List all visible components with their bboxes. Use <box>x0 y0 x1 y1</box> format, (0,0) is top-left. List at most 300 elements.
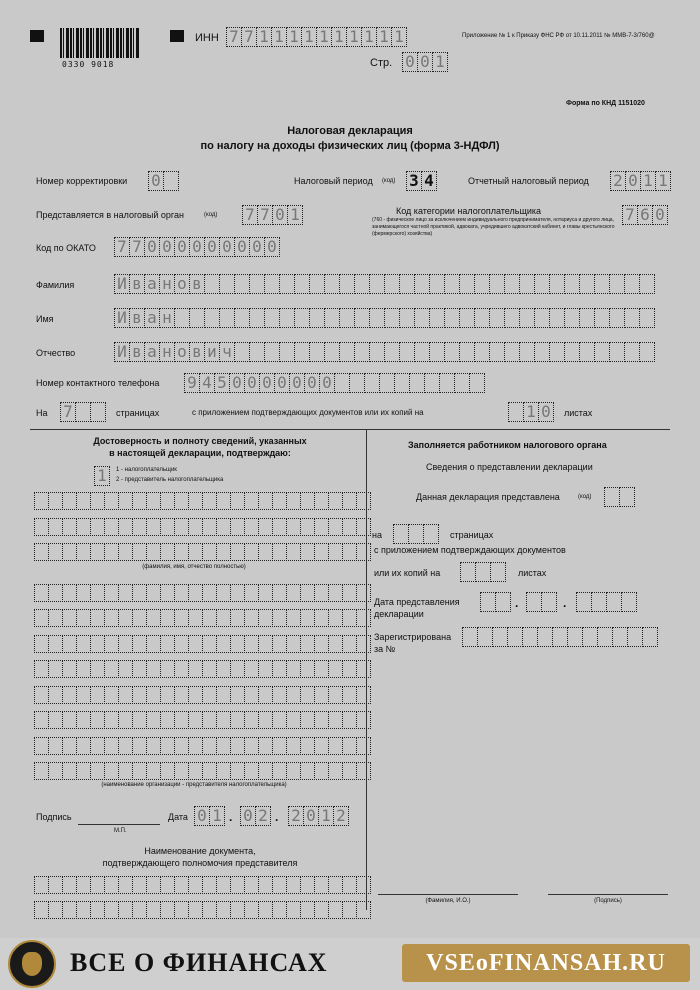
form-cell[interactable] <box>174 543 189 561</box>
form-cell[interactable]: 0 <box>174 237 190 257</box>
form-cell[interactable] <box>624 342 640 362</box>
form-cell[interactable] <box>286 660 301 678</box>
form-cell[interactable] <box>328 876 343 894</box>
form-cell[interactable] <box>244 584 259 602</box>
form-cell[interactable] <box>234 308 250 328</box>
form-cell[interactable]: 0 <box>189 237 205 257</box>
form-cell[interactable]: 1 <box>346 27 362 47</box>
fio-row-3[interactable] <box>34 543 370 561</box>
form-cell[interactable] <box>534 342 550 362</box>
form-cell[interactable] <box>76 635 91 653</box>
form-cell[interactable] <box>34 492 49 510</box>
form-cell[interactable] <box>408 524 424 544</box>
form-cell[interactable] <box>90 686 105 704</box>
form-cell[interactable] <box>339 308 355 328</box>
form-cell[interactable] <box>76 876 91 894</box>
form-cell[interactable]: И <box>114 342 130 362</box>
right-sheets-cells[interactable] <box>460 562 505 582</box>
form-cell[interactable] <box>294 342 310 362</box>
form-cell[interactable] <box>34 584 49 602</box>
form-cell[interactable] <box>90 584 105 602</box>
form-cell[interactable] <box>62 762 77 780</box>
form-cell[interactable] <box>454 373 470 393</box>
form-cell[interactable] <box>118 543 133 561</box>
form-cell[interactable] <box>219 274 235 294</box>
form-cell[interactable] <box>104 518 119 536</box>
form-cell[interactable] <box>104 635 119 653</box>
form-cell[interactable] <box>160 711 175 729</box>
form-cell[interactable] <box>118 876 133 894</box>
form-cell[interactable] <box>300 876 315 894</box>
form-cell[interactable] <box>489 308 505 328</box>
form-cell[interactable] <box>504 274 520 294</box>
form-cell[interactable]: 0 <box>244 373 260 393</box>
form-cell[interactable]: 7 <box>242 205 258 225</box>
form-cell[interactable] <box>328 762 343 780</box>
form-cell[interactable] <box>174 492 189 510</box>
form-cell[interactable] <box>309 274 325 294</box>
form-cell[interactable] <box>642 627 658 647</box>
form-cell[interactable]: в <box>129 342 145 362</box>
form-cell[interactable] <box>342 876 357 894</box>
form-cell[interactable] <box>174 762 189 780</box>
form-cell[interactable]: 0 <box>538 402 554 422</box>
form-cell[interactable]: 1 <box>301 27 317 47</box>
form-cell[interactable] <box>62 901 77 919</box>
form-cell[interactable] <box>118 609 133 627</box>
form-cell[interactable] <box>272 543 287 561</box>
form-cell[interactable] <box>356 518 371 536</box>
form-cell[interactable] <box>230 518 245 536</box>
form-cell[interactable] <box>444 274 460 294</box>
form-cell[interactable]: 0 <box>234 237 250 257</box>
form-cell[interactable] <box>146 762 161 780</box>
form-cell[interactable] <box>414 342 430 362</box>
form-cell[interactable] <box>62 543 77 561</box>
form-cell[interactable] <box>62 584 77 602</box>
form-cell[interactable] <box>146 901 161 919</box>
form-cell[interactable] <box>230 492 245 510</box>
form-cell[interactable] <box>118 737 133 755</box>
form-cell[interactable] <box>342 492 357 510</box>
form-cell[interactable]: 0 <box>652 205 668 225</box>
right-date-day-cells[interactable] <box>480 592 510 612</box>
form-cell[interactable] <box>132 492 147 510</box>
form-cell[interactable]: а <box>144 274 160 294</box>
form-cell[interactable] <box>202 876 217 894</box>
form-cell[interactable] <box>244 762 259 780</box>
org-row-4[interactable] <box>34 660 370 678</box>
form-cell[interactable] <box>48 686 63 704</box>
form-cell[interactable]: 6 <box>637 205 653 225</box>
site-url[interactable]: VSEoFINANSAH.RU <box>402 944 690 982</box>
form-cell[interactable] <box>328 660 343 678</box>
form-cell[interactable] <box>309 342 325 362</box>
form-cell[interactable] <box>272 762 287 780</box>
form-cell[interactable] <box>90 876 105 894</box>
form-cell[interactable] <box>272 876 287 894</box>
form-cell[interactable] <box>62 737 77 755</box>
form-cell[interactable] <box>62 876 77 894</box>
form-cell[interactable]: 2 <box>288 806 304 826</box>
form-cell[interactable] <box>160 584 175 602</box>
form-cell[interactable] <box>118 711 133 729</box>
form-cell[interactable] <box>76 686 91 704</box>
form-cell[interactable] <box>324 342 340 362</box>
form-cell[interactable] <box>244 518 259 536</box>
org-row-2[interactable] <box>34 609 370 627</box>
form-cell[interactable]: 1 <box>331 27 347 47</box>
form-cell[interactable] <box>188 660 203 678</box>
form-cell[interactable]: 7 <box>241 27 257 47</box>
form-cell[interactable] <box>48 584 63 602</box>
form-cell[interactable] <box>146 737 161 755</box>
doc-row-2[interactable] <box>34 901 370 919</box>
form-cell[interactable] <box>300 737 315 755</box>
form-cell[interactable] <box>258 609 273 627</box>
form-cell[interactable] <box>459 308 475 328</box>
form-cell[interactable] <box>216 543 231 561</box>
form-cell[interactable] <box>132 518 147 536</box>
form-cell[interactable] <box>384 274 400 294</box>
org-row-8[interactable] <box>34 762 370 780</box>
form-cell[interactable] <box>216 762 231 780</box>
form-cell[interactable] <box>342 584 357 602</box>
form-cell[interactable] <box>90 492 105 510</box>
form-cell[interactable] <box>286 737 301 755</box>
patronymic-cells[interactable] <box>114 342 654 362</box>
form-cell[interactable]: 0 <box>144 237 160 257</box>
form-cell[interactable] <box>591 592 607 612</box>
form-cell[interactable] <box>594 308 610 328</box>
form-cell[interactable] <box>188 492 203 510</box>
form-cell[interactable] <box>76 762 91 780</box>
form-cell[interactable] <box>264 308 280 328</box>
form-cell[interactable] <box>48 660 63 678</box>
form-cell[interactable] <box>90 635 105 653</box>
org-row-7[interactable] <box>34 737 370 755</box>
form-cell[interactable] <box>604 487 620 507</box>
form-cell[interactable] <box>429 274 445 294</box>
fio-row-2[interactable] <box>34 518 370 536</box>
form-cell[interactable] <box>160 901 175 919</box>
form-cell[interactable] <box>48 543 63 561</box>
form-cell[interactable] <box>356 492 371 510</box>
form-cell[interactable] <box>188 737 203 755</box>
form-cell[interactable] <box>234 274 250 294</box>
form-cell[interactable] <box>34 901 49 919</box>
form-cell[interactable] <box>286 635 301 653</box>
form-cell[interactable] <box>639 308 655 328</box>
form-cell[interactable] <box>459 342 475 362</box>
form-cell[interactable]: И <box>114 308 130 328</box>
form-cell[interactable] <box>160 609 175 627</box>
form-cell[interactable]: 9 <box>184 373 200 393</box>
form-cell[interactable]: н <box>159 308 175 328</box>
form-cell[interactable] <box>609 308 625 328</box>
form-cell[interactable] <box>286 876 301 894</box>
org-row-5[interactable] <box>34 686 370 704</box>
form-cell[interactable] <box>286 762 301 780</box>
form-cell[interactable] <box>356 762 371 780</box>
form-cell[interactable] <box>399 308 415 328</box>
form-cell[interactable] <box>104 492 119 510</box>
form-cell[interactable] <box>264 342 280 362</box>
form-cell[interactable] <box>160 543 175 561</box>
form-cell[interactable] <box>230 876 245 894</box>
form-cell[interactable] <box>230 635 245 653</box>
form-cell[interactable] <box>160 737 175 755</box>
form-cell[interactable] <box>429 308 445 328</box>
form-cell[interactable]: И <box>114 274 130 294</box>
form-cell[interactable] <box>286 609 301 627</box>
form-cell[interactable] <box>507 627 523 647</box>
form-cell[interactable] <box>249 274 265 294</box>
form-cell[interactable] <box>356 609 371 627</box>
form-cell[interactable] <box>356 711 371 729</box>
form-cell[interactable] <box>62 711 77 729</box>
form-cell[interactable] <box>258 584 273 602</box>
form-cell[interactable] <box>354 274 370 294</box>
form-cell[interactable] <box>244 492 259 510</box>
form-cell[interactable] <box>597 627 613 647</box>
officer-sign-line[interactable] <box>548 894 668 895</box>
form-cell[interactable] <box>62 518 77 536</box>
form-cell[interactable] <box>309 308 325 328</box>
form-cell[interactable] <box>356 686 371 704</box>
form-cell[interactable] <box>423 524 439 544</box>
form-cell[interactable] <box>34 762 49 780</box>
form-cell[interactable] <box>174 308 190 328</box>
form-cell[interactable] <box>202 518 217 536</box>
form-cell[interactable] <box>356 635 371 653</box>
form-cell[interactable]: 1 <box>209 806 225 826</box>
form-cell[interactable] <box>594 274 610 294</box>
form-cell[interactable] <box>48 876 63 894</box>
form-cell[interactable] <box>356 584 371 602</box>
form-cell[interactable] <box>444 342 460 362</box>
form-cell[interactable] <box>258 492 273 510</box>
form-cell[interactable] <box>356 543 371 561</box>
form-cell[interactable] <box>258 660 273 678</box>
form-cell[interactable] <box>314 711 329 729</box>
form-cell[interactable] <box>34 711 49 729</box>
form-cell[interactable] <box>549 342 565 362</box>
form-cell[interactable] <box>76 609 91 627</box>
form-cell[interactable]: 2 <box>333 806 349 826</box>
form-cell[interactable] <box>356 901 371 919</box>
form-cell[interactable] <box>399 342 415 362</box>
form-cell[interactable] <box>76 518 91 536</box>
form-cell[interactable] <box>286 518 301 536</box>
form-cell[interactable]: 4 <box>199 373 215 393</box>
registration-number-cells[interactable] <box>462 627 657 647</box>
form-cell[interactable]: 0 <box>264 237 280 257</box>
form-cell[interactable]: 0 <box>204 237 220 257</box>
form-cell[interactable] <box>594 342 610 362</box>
form-cell[interactable] <box>48 737 63 755</box>
form-cell[interactable] <box>132 686 147 704</box>
form-cell[interactable] <box>34 635 49 653</box>
form-cell[interactable] <box>356 737 371 755</box>
form-cell[interactable] <box>216 492 231 510</box>
form-cell[interactable] <box>627 627 643 647</box>
form-cell[interactable] <box>202 543 217 561</box>
form-cell[interactable] <box>314 543 329 561</box>
form-cell[interactable] <box>342 635 357 653</box>
form-cell[interactable] <box>160 635 175 653</box>
form-cell[interactable] <box>188 543 203 561</box>
form-cell[interactable] <box>564 274 580 294</box>
form-cell[interactable] <box>492 627 508 647</box>
form-cell[interactable] <box>132 901 147 919</box>
form-cell[interactable] <box>480 592 496 612</box>
form-cell[interactable] <box>90 543 105 561</box>
form-cell[interactable] <box>258 518 273 536</box>
form-cell[interactable] <box>104 737 119 755</box>
form-cell[interactable] <box>146 876 161 894</box>
form-cell[interactable] <box>258 737 273 755</box>
form-cell[interactable] <box>146 711 161 729</box>
right-pages-cells[interactable] <box>393 524 438 544</box>
form-cell[interactable]: 0 <box>249 237 265 257</box>
form-cell[interactable] <box>314 518 329 536</box>
form-cell[interactable] <box>174 737 189 755</box>
form-cell[interactable] <box>328 492 343 510</box>
form-cell[interactable] <box>204 274 220 294</box>
form-cell[interactable] <box>75 402 91 422</box>
form-cell[interactable] <box>314 876 329 894</box>
form-cell[interactable] <box>90 901 105 919</box>
form-cell[interactable] <box>258 901 273 919</box>
tax-period-cells[interactable] <box>406 171 436 191</box>
form-cell[interactable] <box>202 609 217 627</box>
form-cell[interactable] <box>146 609 161 627</box>
form-cell[interactable] <box>489 274 505 294</box>
form-cell[interactable] <box>174 876 189 894</box>
form-cell[interactable] <box>300 686 315 704</box>
form-cell[interactable]: 0 <box>148 171 164 191</box>
form-cell[interactable]: в <box>189 274 205 294</box>
form-cell[interactable] <box>272 584 287 602</box>
form-cell[interactable] <box>104 711 119 729</box>
form-cell[interactable] <box>414 274 430 294</box>
form-cell[interactable]: 1 <box>523 402 539 422</box>
form-cell[interactable] <box>619 487 635 507</box>
form-cell[interactable] <box>76 660 91 678</box>
form-cell[interactable] <box>300 635 315 653</box>
form-cell[interactable]: 5 <box>214 373 230 393</box>
form-cell[interactable] <box>393 524 409 544</box>
form-cell[interactable]: 4 <box>421 171 437 191</box>
form-cell[interactable] <box>146 635 161 653</box>
form-cell[interactable] <box>118 492 133 510</box>
form-cell[interactable] <box>258 635 273 653</box>
form-cell[interactable] <box>202 660 217 678</box>
form-cell[interactable] <box>369 274 385 294</box>
form-cell[interactable] <box>132 609 147 627</box>
form-cell[interactable] <box>188 876 203 894</box>
name-cells[interactable] <box>114 308 654 328</box>
form-cell[interactable] <box>188 762 203 780</box>
form-cell[interactable] <box>537 627 553 647</box>
form-cell[interactable]: 1 <box>432 52 448 72</box>
form-cell[interactable] <box>624 308 640 328</box>
form-cell[interactable] <box>230 737 245 755</box>
form-cell[interactable] <box>163 171 179 191</box>
form-cell[interactable] <box>188 686 203 704</box>
org-row-1[interactable] <box>34 584 370 602</box>
correction-cells[interactable] <box>148 171 178 191</box>
form-cell[interactable] <box>314 737 329 755</box>
form-cell[interactable] <box>324 274 340 294</box>
form-cell[interactable] <box>639 342 655 362</box>
form-cell[interactable] <box>132 737 147 755</box>
form-cell[interactable] <box>314 660 329 678</box>
form-cell[interactable] <box>219 308 235 328</box>
form-cell[interactable]: 2 <box>610 171 626 191</box>
form-cell[interactable] <box>76 711 91 729</box>
form-cell[interactable] <box>460 562 476 582</box>
form-cell[interactable] <box>314 584 329 602</box>
form-cell[interactable] <box>490 562 506 582</box>
form-cell[interactable]: 1 <box>655 171 671 191</box>
form-cell[interactable] <box>272 711 287 729</box>
form-cell[interactable]: 1 <box>256 27 272 47</box>
form-cell[interactable] <box>104 901 119 919</box>
form-cell[interactable] <box>90 518 105 536</box>
form-cell[interactable] <box>202 584 217 602</box>
form-cell[interactable] <box>424 373 440 393</box>
form-cell[interactable] <box>202 901 217 919</box>
form-cell[interactable]: о <box>174 274 190 294</box>
form-cell[interactable] <box>286 901 301 919</box>
form-cell[interactable] <box>249 342 265 362</box>
form-cell[interactable] <box>519 308 535 328</box>
form-cell[interactable] <box>286 584 301 602</box>
form-cell[interactable] <box>174 635 189 653</box>
form-cell[interactable]: 0 <box>289 373 305 393</box>
form-cell[interactable] <box>216 737 231 755</box>
form-cell[interactable] <box>230 660 245 678</box>
form-cell[interactable] <box>202 635 217 653</box>
form-cell[interactable]: н <box>159 342 175 362</box>
form-cell[interactable] <box>579 274 595 294</box>
form-cell[interactable] <box>477 627 493 647</box>
form-cell[interactable]: ч <box>219 342 235 362</box>
form-cell[interactable] <box>272 609 287 627</box>
form-cell[interactable] <box>62 609 77 627</box>
form-cell[interactable]: в <box>129 308 145 328</box>
form-cell[interactable] <box>244 711 259 729</box>
form-cell[interactable]: 0 <box>304 373 320 393</box>
form-cell[interactable]: 0 <box>625 171 641 191</box>
form-cell[interactable] <box>258 711 273 729</box>
form-cell[interactable] <box>48 762 63 780</box>
form-cell[interactable] <box>34 737 49 755</box>
form-cell[interactable] <box>216 635 231 653</box>
form-cell[interactable]: 0 <box>240 806 256 826</box>
form-cell[interactable] <box>160 876 175 894</box>
form-cell[interactable]: 7 <box>60 402 76 422</box>
form-cell[interactable] <box>272 518 287 536</box>
presented-code-cells[interactable] <box>604 487 634 507</box>
form-cell[interactable] <box>202 492 217 510</box>
fio-row-1[interactable] <box>34 492 370 510</box>
category-cells[interactable] <box>622 205 667 225</box>
form-cell[interactable] <box>216 660 231 678</box>
form-cell[interactable]: 0 <box>272 205 288 225</box>
